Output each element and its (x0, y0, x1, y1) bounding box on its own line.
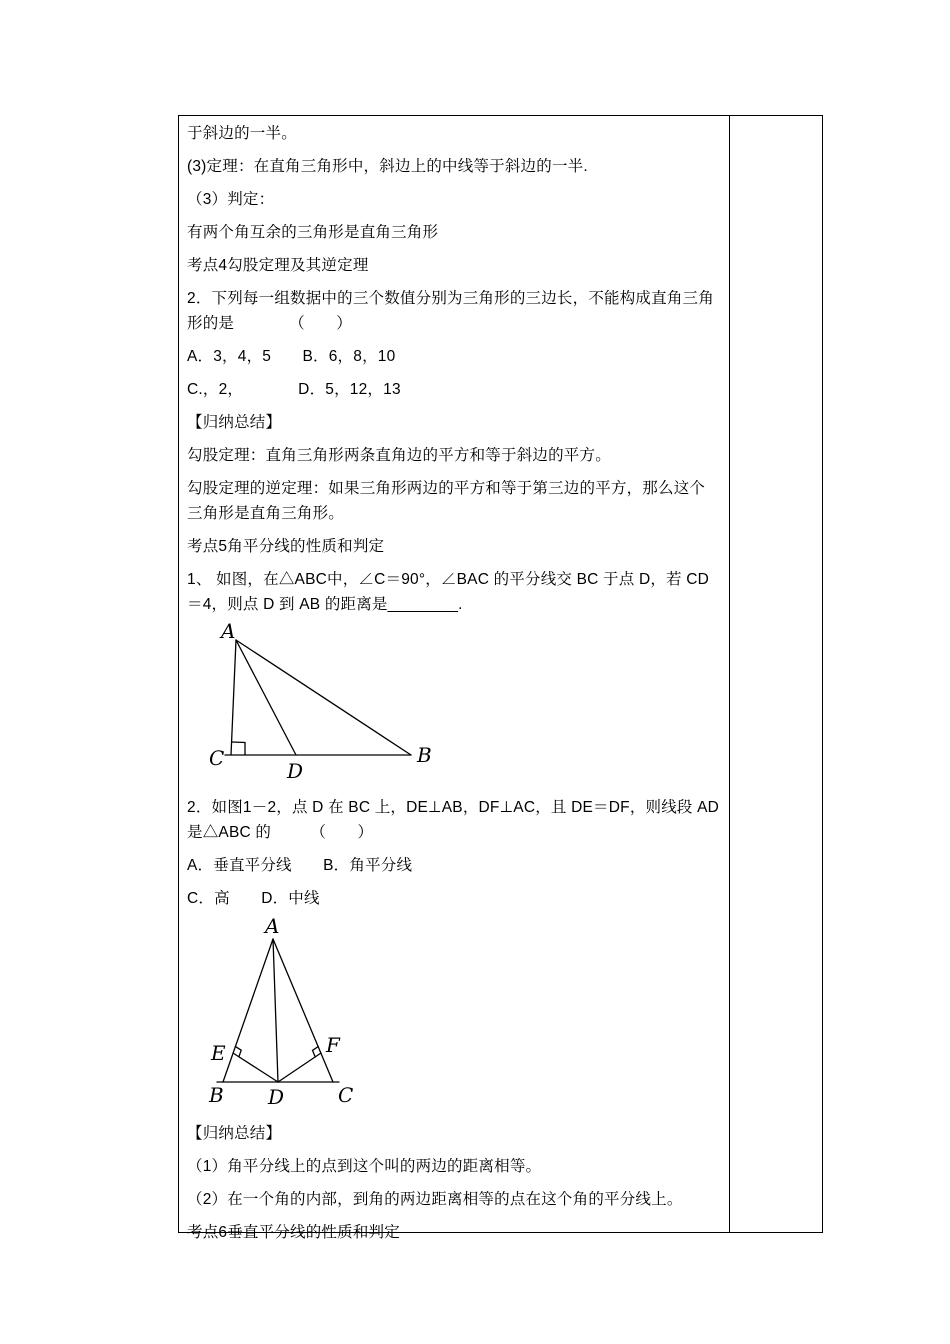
vertex-label-c: C (338, 1083, 354, 1107)
triangle-side-ac (273, 939, 333, 1082)
paragraph: （1）角平分线上的点到这个叫的两边的距离相等。 (187, 1158, 542, 1175)
paragraph-topic-5: 考点5角平分线的性质和判定 (187, 538, 385, 555)
vertex-label-f: F (326, 1033, 340, 1057)
paragraph-question-2b: 2．如图1－2，点 D 在 BC 上，DE⊥AB，DF⊥AC，且 DE＝DF，则线段 AD 是△ABC 的 （ ） (187, 799, 720, 841)
paragraph-question-1: 1、 如图，在△ABC中，∠C＝90°，∠BAC 的平分线交 BC 于点 D，若 CD＝4，则点 D 到 AB 的距离是________. (187, 571, 710, 613)
paragraph: 勾股定理的逆定理：如果三角形两边的平方和等于第三边的平方，那么这个 三角形是直角三角形。 (187, 480, 706, 522)
vertex-label-b: B (417, 743, 432, 767)
vertex-label-c: C (209, 746, 225, 770)
paragraph-options-cd: C.，2， D．5，12，13 (187, 381, 401, 398)
right-angle-mark (232, 742, 245, 755)
right-triangle-figure (203, 619, 463, 787)
paragraph: 于斜边的一半。 (187, 125, 297, 142)
vertex-label-a: A (265, 914, 280, 938)
paragraph: （2）在一个角的内部，到角的两边距离相等的点在这个角的平分线上。 (187, 1191, 683, 1208)
paragraph: 有两个角互余的三角形是直角三角形 (187, 224, 439, 241)
segment-df (278, 1053, 321, 1082)
segment-de (233, 1053, 278, 1082)
empty-side-cell (730, 116, 822, 1232)
content-table (178, 115, 823, 1241)
triangle-side-ab (223, 939, 273, 1082)
paragraph-topic-6: 考点6垂直平分线的性质和判定 (187, 1224, 400, 1241)
vertex-label-a: A (221, 619, 236, 643)
vertex-label-d: D (268, 1085, 285, 1109)
paragraph-options-ab: A．垂直平分线 B．角平分线 (187, 857, 413, 874)
triangle-side-ac (231, 640, 236, 755)
paragraph-summary-header: 【归纳总结】 (187, 414, 282, 431)
paragraph-question-2: 2．下列每一组数据中的三个数值分别为三角形的三边长，不能构成直角三角形的是 （ ） (187, 290, 714, 332)
triangle-side-ab (236, 640, 411, 755)
vertex-label-e: E (211, 1041, 226, 1065)
paragraph: （3）判定： (187, 191, 275, 208)
vertex-label-b: B (209, 1083, 224, 1107)
isosceles-triangle-figure (203, 914, 373, 1113)
paragraph-options-cd: C．高 D．中线 (187, 890, 320, 907)
paragraph-options-ab: A．3，4，5 B．6，8，10 (187, 348, 396, 365)
main-text-cell (179, 116, 730, 1241)
paragraph-topic-4: 考点4勾股定理及其逆定理 (187, 257, 369, 274)
paragraph: 勾股定理：直角三角形两条直角边的平方和等于斜边的平方。 (187, 447, 611, 464)
angle-bisector-ad (236, 640, 296, 755)
segment-ad (273, 939, 278, 1082)
vertex-label-d: D (287, 759, 304, 783)
paragraph-summary-header: 【归纳总结】 (187, 1125, 282, 1142)
paragraph: (3)定理：在直角三角形中，斜边上的中线等于斜边的一半. (187, 158, 588, 175)
